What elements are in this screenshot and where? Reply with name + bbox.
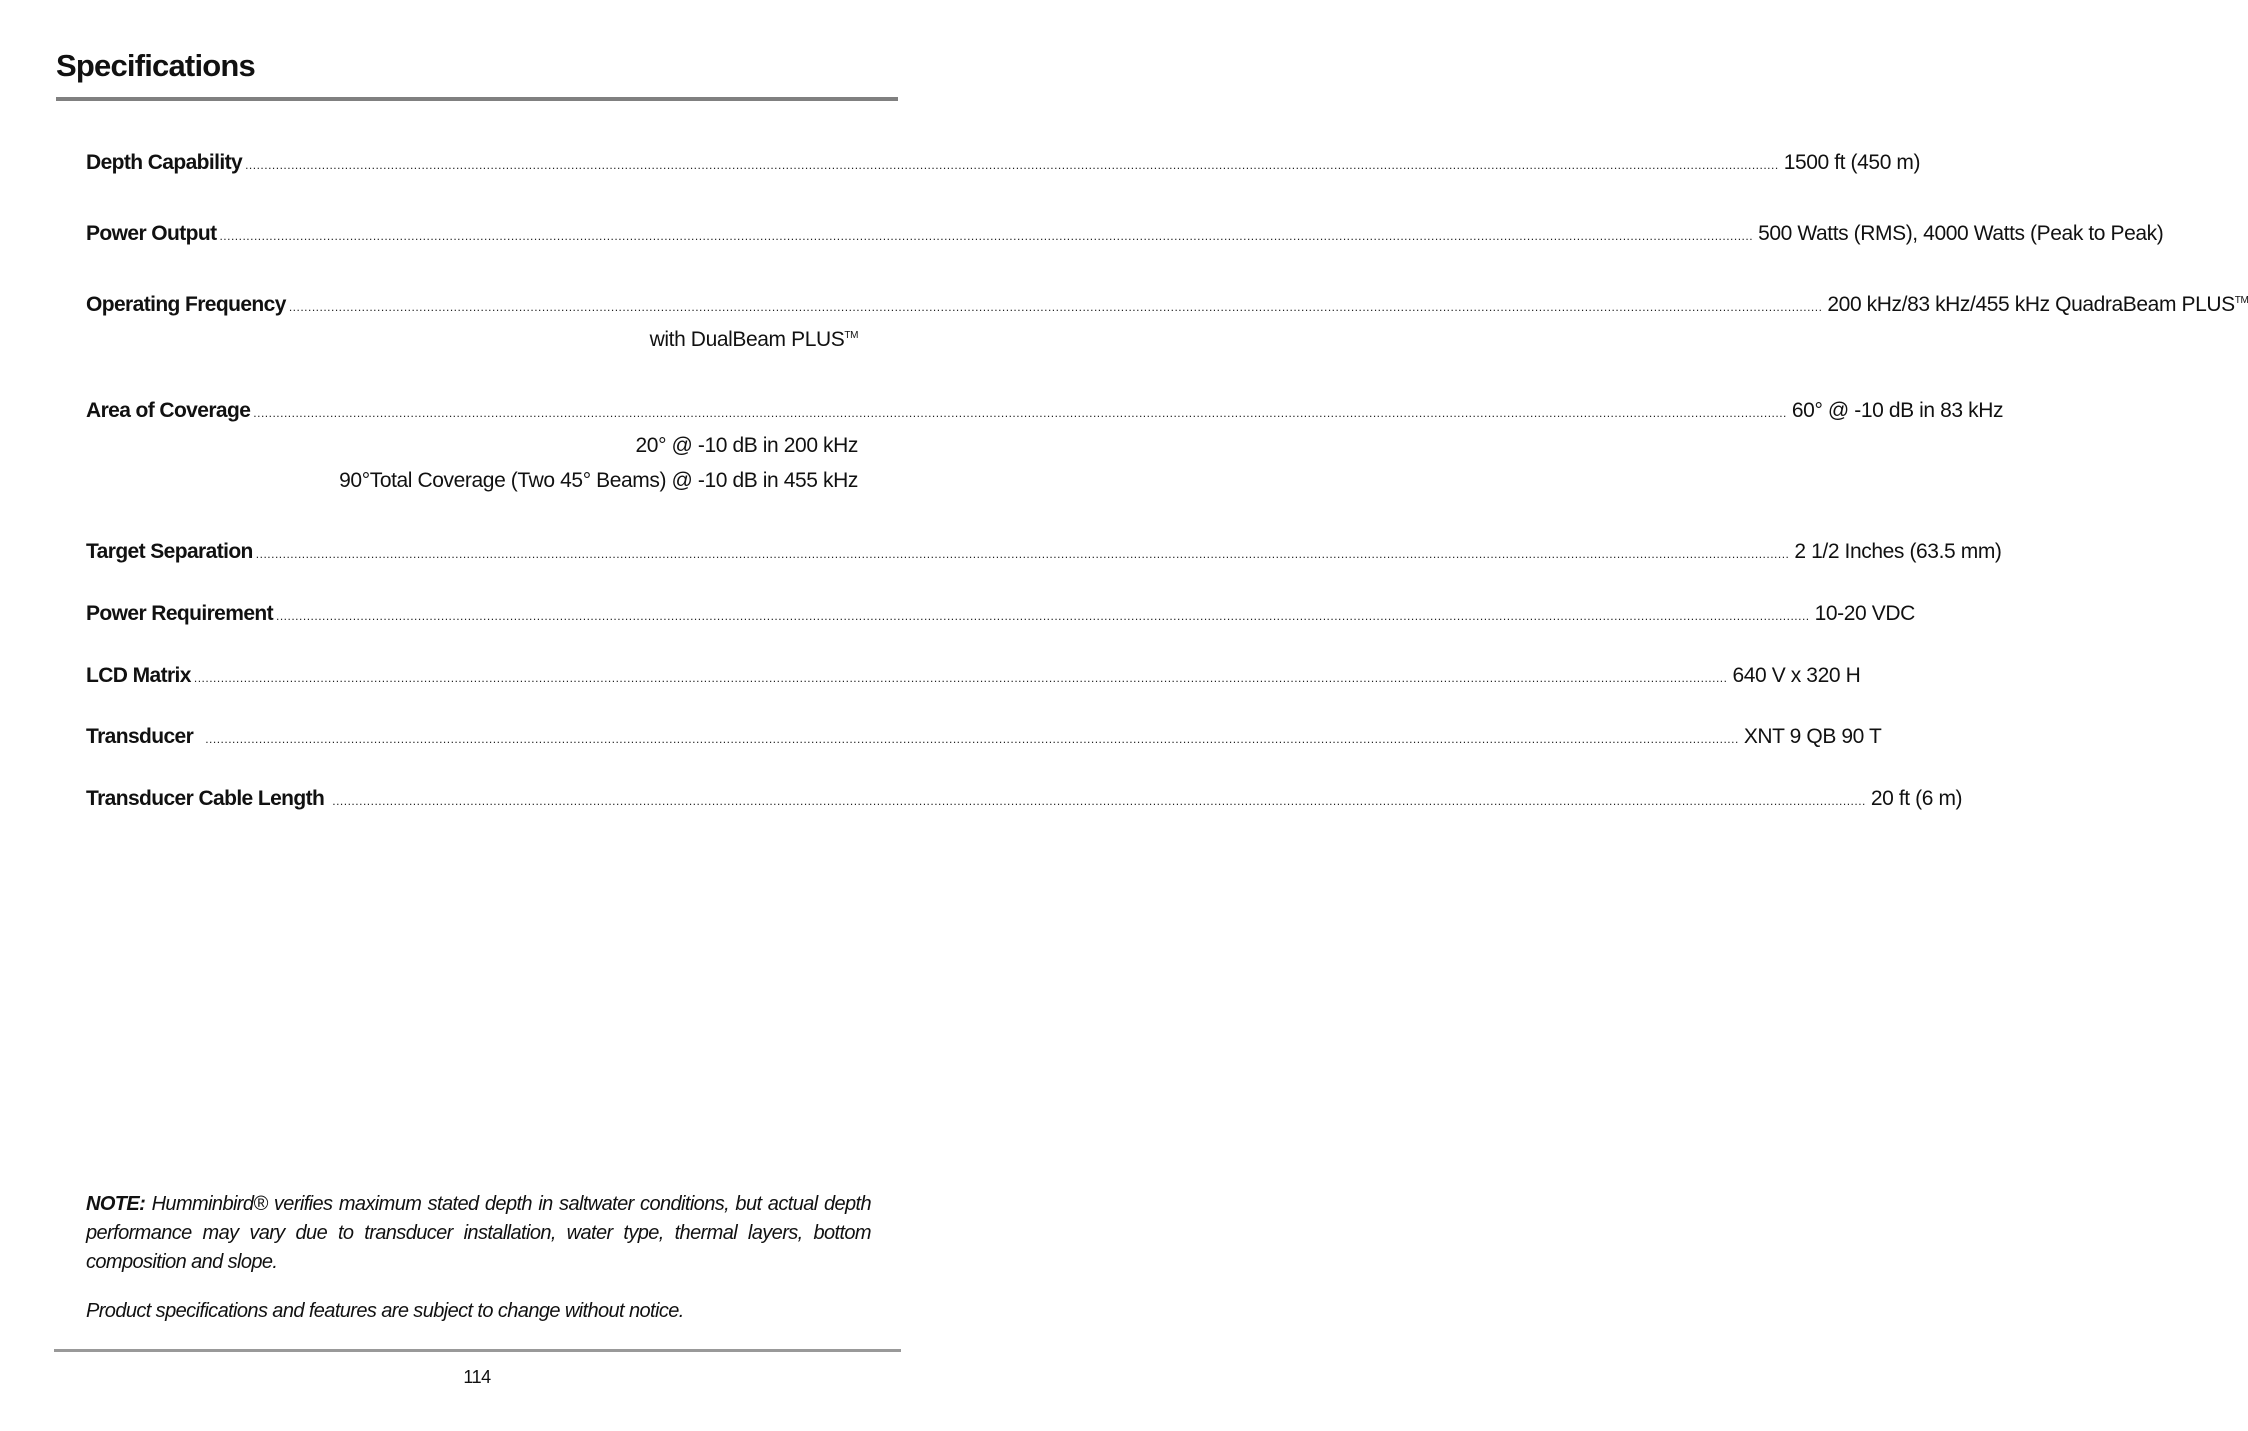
spec-value-text: 200 kHz/83 kHz/455 kHz QuadraBeam PLUS — [1827, 293, 2235, 316]
spec-value: 640 V x 320 H — [1732, 664, 1861, 687]
spec-label: Transducer Cable Length — [86, 787, 325, 810]
disclaimer-text: Product specifications and features are subject to change without notice. — [86, 1300, 684, 1322]
spec-value: 10-20 VDC — [1814, 602, 1915, 625]
spec-transducer-cable-length — [86, 781, 1963, 816]
spec-area-of-coverage — [86, 393, 2004, 498]
spec-value — [1827, 287, 2248, 322]
spec-depth-capability — [86, 145, 1921, 180]
spec-label: Power Requirement — [86, 602, 274, 625]
spec-operating-frequency — [86, 287, 2248, 357]
page-title: Specifications — [56, 48, 255, 83]
spec-label: Power Output — [86, 222, 217, 245]
title-divider — [56, 97, 898, 101]
spec-value-continuation: 20° @ -10 dB in 200 kHz — [635, 434, 858, 457]
dot-leader: ................................................................................................................................................................................................................................................................................................................................................................................................................ — [205, 732, 1739, 746]
spec-power-output — [86, 216, 2164, 251]
spec-value: 500 Watts (RMS), 4000 Watts (Peak to Peak) — [1758, 222, 2164, 245]
spec-transducer — [86, 719, 1882, 754]
dot-leader: ................................................................................................................................................................................................................................................................................................................................................................................................................ — [276, 609, 1810, 623]
spec-value-text: with DualBeam PLUS — [649, 328, 845, 351]
trademark-mark: TM — [844, 330, 858, 341]
spec-value: 1500 ft (450 m) — [1783, 151, 1921, 174]
spec-label: Area of Coverage — [86, 399, 251, 422]
spec-label: Depth Capability — [86, 151, 243, 174]
spec-label: Transducer — [86, 725, 194, 748]
spec-power-requirement — [86, 596, 1915, 631]
depth-note — [86, 1190, 871, 1277]
dot-leader: ................................................................................................................................................................................................................................................................................................................................................................................................................ — [245, 158, 1779, 172]
page-number: 114 — [463, 1367, 491, 1387]
spec-label: Target Separation — [86, 540, 253, 563]
spec-lcd-matrix — [86, 658, 1861, 693]
spec-label: LCD Matrix — [86, 664, 191, 687]
dot-leader: ................................................................................................................................................................................................................................................................................................................................................................................................................ — [255, 547, 1790, 561]
spec-value-continuation — [86, 322, 858, 357]
spec-label: Operating Frequency — [86, 293, 286, 316]
note-label: NOTE: — [86, 1193, 146, 1215]
note-text: Humminbird® verifies maximum stated depth in saltwater conditions, but actual depth performance may vary due to transducer installation, water type, thermal layers, bottom composition and slope. — [86, 1193, 871, 1273]
spec-value: 60° @ -10 dB in 83 kHz — [1791, 399, 2004, 422]
trademark-mark: TM — [2234, 295, 2248, 306]
dot-leader: ................................................................................................................................................................................................................................................................................................................................................................................................................ — [332, 794, 1866, 808]
spec-value-continuation: 90°Total Coverage (Two 45° Beams) @ -10 dB in 455 kHz — [339, 469, 858, 492]
spec-value: 2 1/2 Inches (63.5 mm) — [1794, 540, 2002, 563]
dot-leader: ................................................................................................................................................................................................................................................................................................................................................................................................................ — [253, 406, 1787, 420]
dot-leader: ................................................................................................................................................................................................................................................................................................................................................................................................................ — [193, 671, 1728, 685]
spec-value: 20 ft (6 m) — [1870, 787, 1963, 810]
footer-divider — [54, 1349, 901, 1352]
spec-value: XNT 9 QB 90 T — [1743, 725, 1882, 748]
spec-target-separation — [86, 534, 2002, 569]
dot-leader: ................................................................................................................................................................................................................................................................................................................................................................................................................ — [219, 229, 1754, 243]
dot-leader: ................................................................................................................................................................................................................................................................................................................................................................................................................ — [288, 300, 1823, 314]
